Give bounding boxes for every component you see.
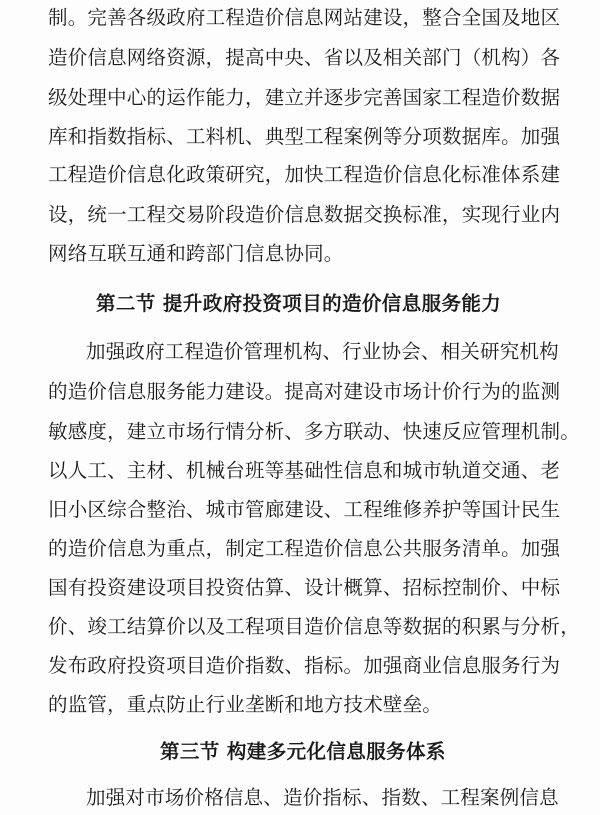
paragraph-line: 网络互联互通和跨部门信息协同。 [48, 242, 344, 265]
paragraph-line: 制。完善各级政府工程造价信息网站建设，整合全国及地区 [48, 6, 561, 29]
paragraph-line: 的监管，重点防止行业垄断和地方技术壁垒。 [48, 693, 443, 716]
paragraph-line: 国有投资建设项目投资估算、设计概算、招标控制价、中标 [48, 576, 561, 599]
paragraph-line: 发布政府投资项目造价指数、指标。加强商业信息服务行为 [48, 654, 561, 677]
paragraph-line: 工程造价信息化政策研究，加快工程造价信息化标准体系建 [48, 163, 561, 186]
paragraph-line: 加强政府工程造价管理机构、行业协会、相关研究机构 [86, 340, 559, 363]
paragraph-line: 旧小区综合整治、城市管廊建设、工程维修养护等国计民生 [48, 498, 561, 521]
paragraph-line: 价、竣工结算价以及工程项目造价信息等数据的积累与分析， [48, 615, 580, 638]
paragraph-line: 以人工、主材、机械台班等基础性信息和城市轨道交通、老 [48, 459, 561, 482]
paragraph-line: 库和指数指标、工料机、典型工程案例等分项数据库。加强 [48, 125, 561, 148]
paragraph-line: 加强对市场价格信息、造价指标、指数、工程案例信息 [86, 786, 559, 809]
section-heading: 第二节 提升政府投资项目的造价信息服务能力 [96, 292, 502, 315]
paragraph-line: 级处理中心的运作能力，建立并逐步完善国家工程造价数据 [48, 86, 561, 109]
paragraph-line: 设，统一工程交易阶段造价信息数据交换标准，实现行业内 [48, 203, 561, 226]
paragraph-line: 的造价信息服务能力建设。提高对建设市场计价行为的监测 [48, 380, 561, 403]
paragraph-line: 造价信息网络资源，提高中央、省以及相关部门（机构）各 [48, 46, 561, 69]
section-heading: 第三节 构建多元化信息服务体系 [160, 740, 446, 763]
paragraph-line: 敏感度，建立市场行情分析、多方联动、快速反应管理机制。 [48, 420, 580, 443]
paragraph-line: 的造价信息为重点，制定工程造价信息公共服务清单。加强 [48, 537, 561, 560]
